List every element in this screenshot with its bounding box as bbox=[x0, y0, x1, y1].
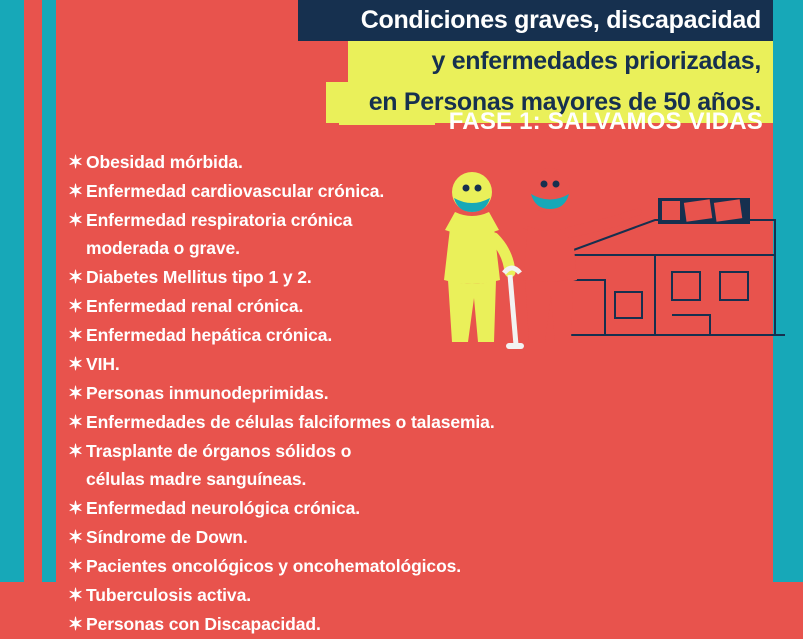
bullet-icon: ✶ bbox=[68, 556, 84, 576]
list-item-label: Enfermedades de células falciformes o talasemia. bbox=[86, 412, 495, 432]
bullet-icon: ✶ bbox=[68, 267, 84, 287]
phase-label: FASE 1: SALVAMOS VIDAS bbox=[448, 108, 763, 135]
list-item bbox=[68, 148, 628, 176]
list-item-line-1: Trasplante de órganos sólidos o bbox=[86, 441, 352, 461]
list-item bbox=[68, 581, 628, 609]
header-block bbox=[270, 0, 773, 123]
bullet-icon: ✶ bbox=[68, 325, 84, 345]
list-item-label: VIH. bbox=[86, 354, 120, 374]
list-item bbox=[68, 523, 628, 551]
bullet-icon: ✶ bbox=[68, 383, 84, 403]
list-item-label: Obesidad mórbida. bbox=[86, 152, 243, 172]
left-red-stripe bbox=[24, 0, 42, 582]
list-item-label: Enfermedad hepática crónica. bbox=[86, 325, 333, 345]
bullet-icon: ✶ bbox=[68, 585, 84, 605]
list-item-line-1: Enfermedad respiratoria crónica bbox=[86, 210, 353, 230]
phase-row bbox=[270, 108, 773, 136]
list-item-label: Tuberculosis activa. bbox=[86, 585, 251, 605]
list-item-label: Enfermedad neurológica crónica. bbox=[86, 498, 361, 518]
list-item bbox=[68, 350, 628, 378]
list-item-label: Personas con Discapacidad. bbox=[86, 614, 321, 634]
list-item-label bbox=[86, 206, 352, 262]
bullet-icon: ✶ bbox=[68, 210, 84, 230]
list-item bbox=[68, 408, 628, 436]
bullet-icon: ✶ bbox=[68, 498, 84, 518]
bullet-icon: ✶ bbox=[68, 354, 84, 374]
header-line-1: Condiciones graves, discapacidad bbox=[298, 0, 773, 41]
list-item-label: Personas inmunodeprimidas. bbox=[86, 383, 329, 403]
bullet-icon: ✶ bbox=[68, 527, 84, 547]
list-item bbox=[68, 552, 628, 580]
list-item bbox=[68, 206, 628, 262]
list-item-label: Enfermedad renal crónica. bbox=[86, 296, 304, 316]
conditions-list bbox=[68, 148, 628, 639]
list-item bbox=[68, 263, 628, 291]
list-item bbox=[68, 177, 628, 205]
list-item-label: Enfermedad cardiovascular crónica. bbox=[86, 181, 385, 201]
list-item-line-2: células madre sanguíneas. bbox=[86, 469, 307, 489]
list-item-line-2: moderada o grave. bbox=[86, 238, 240, 258]
list-item bbox=[68, 610, 628, 638]
phase-dash-decoration bbox=[339, 119, 435, 125]
list-item bbox=[68, 379, 628, 407]
list-item bbox=[68, 321, 628, 349]
bullet-icon: ✶ bbox=[68, 296, 84, 316]
header-line-3: en Personas mayores de 50 años. bbox=[326, 82, 773, 123]
bullet-icon: ✶ bbox=[68, 441, 84, 461]
list-item bbox=[68, 292, 628, 320]
bullet-icon: ✶ bbox=[68, 412, 84, 432]
header-line-2: y enfermedades priorizadas, bbox=[348, 41, 773, 82]
list-item-label bbox=[86, 437, 351, 493]
bullet-icon: ✶ bbox=[68, 181, 84, 201]
list-item bbox=[68, 494, 628, 522]
list-item bbox=[68, 437, 628, 493]
list-item-label: Síndrome de Down. bbox=[86, 527, 248, 547]
list-item-label: Pacientes oncológicos y oncohematológicos. bbox=[86, 556, 462, 576]
sign-icon bbox=[658, 198, 750, 224]
bullet-icon: ✶ bbox=[68, 614, 84, 634]
bullet-icon: ✶ bbox=[68, 152, 84, 172]
list-item-label: Diabetes Mellitus tipo 1 y 2. bbox=[86, 267, 312, 287]
